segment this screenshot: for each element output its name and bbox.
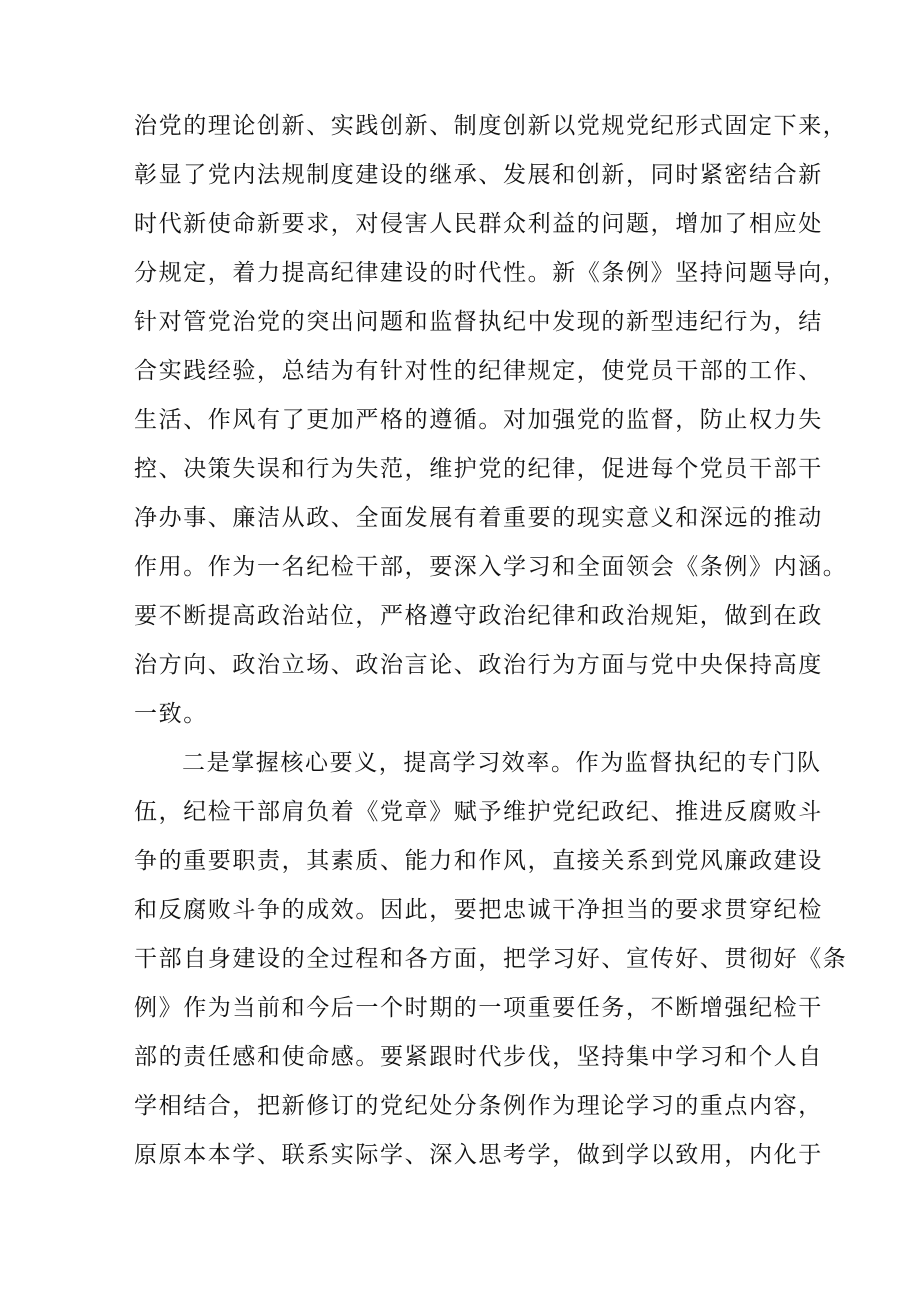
text-line: 伍，纪检干部肩负着《党章》赋予维护党纪政纪、推进反腐败斗 [134,799,823,825]
text-line: 要不断提高政治站位，严格遵守政治纪律和政治规矩，做到在政 [134,603,823,629]
text-line: 一致。 [134,701,208,727]
text-line: 治方向、政治立场、政治言论、政治行为方面与党中央保持高度 [134,652,823,678]
text-line: 净办事、廉洁从政、全面发展有着重要的现实意义和深远的推动 [134,505,823,531]
text-line: 治党的理论创新、实践创新、制度创新以党规党纪形式固定下来， [134,113,848,139]
text-line: 分规定，着力提高纪律建设的时代性。新《条例》坚持问题导向， [134,260,848,286]
text-line: 部的责任感和使命感。要紧跟时代步伐，坚持集中学习和个人自 [134,1044,823,1070]
text-line: 例》作为当前和今后一个时期的一项重要任务，不断增强纪检干 [134,995,823,1021]
text-line: 干部自身建设的全过程和各方面，把学习好、宣传好、贯彻好《条 [134,946,848,972]
paragraph-first-line: 二是掌握核心要义，提高学习效率。作为监督执纪的专门队 [182,750,822,776]
text-line: 学相结合，把新修订的党纪处分条例作为理论学习的重点内容， [134,1093,823,1119]
text-line: 时代新使命新要求，对侵害人民群众利益的问题，增加了相应处 [134,211,823,237]
text-line: 彰显了党内法规制度建设的继承、发展和创新，同时紧密结合新 [134,162,823,188]
text-line: 控、决策失误和行为失范，维护党的纪律，促进每个党员干部干 [134,456,823,482]
text-line: 争的重要职责，其素质、能力和作风，直接关系到党风廉政建设 [134,848,823,874]
text-line: 作用。作为一名纪检干部，要深入学习和全面领会《条例》内涵。 [134,554,848,580]
text-line: 和反腐败斗争的成效。因此，要把忠诚干净担当的要求贯穿纪检 [134,897,823,923]
body-text [134,102,848,1180]
text-line: 原原本本学、联系实际学、深入思考学，做到学以致用，内化于 [134,1142,823,1168]
text-line: 生活、作风有了更加严格的遵循。对加强党的监督，防止权力失 [134,407,823,433]
text-line: 针对管党治党的突出问题和监督执纪中发现的新型违纪行为，结 [134,309,823,335]
text-line: 合实践经验，总结为有针对性的纪律规定，使党员干部的工作、 [134,358,823,384]
